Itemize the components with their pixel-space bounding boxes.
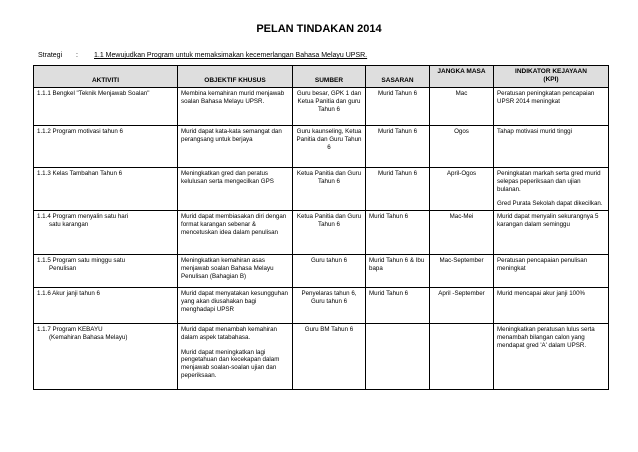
cell-jangka-masa: Ogos <box>430 126 494 168</box>
cell-aktiviti <box>34 324 178 390</box>
header-aktiviti: AKTIVITI <box>34 66 178 88</box>
aktiviti-text-cont: satu karangan <box>49 220 89 228</box>
aktiviti-text: 1.1.4 Program menyalin satu hari <box>37 213 129 220</box>
cell-aktiviti: 1.1.1 Bengkel "Teknik Menjawab Soalan" <box>34 88 178 126</box>
strategy-colon: : <box>76 52 78 59</box>
strategy-text: 1.1 Mewujudkan Program untuk memaksimakan kecemerlangan Bahasa Melayu UPSR. <box>94 52 368 59</box>
header-sumber: SUMBER <box>293 66 366 88</box>
table-row <box>34 168 609 211</box>
cell-sasaran: Murid Tahun 6 <box>366 88 430 126</box>
header-kpi-line2: (KPI) <box>543 76 559 84</box>
cell-aktiviti: 1.1.6 Akur janji tahun 6 <box>34 288 178 324</box>
cell-objektif: Murid dapat menyatakan kesungguhan yang akan diusahakan bagi menghadapi UPSR <box>178 288 293 324</box>
aktiviti-text: 1.1.7 Program KEBAYU <box>37 326 103 333</box>
cell-kpi: Tahap motivasi murid tinggi <box>494 126 609 168</box>
cell-jangka-masa: April-Ogos <box>430 168 494 211</box>
header-kpi-line1: INDIKATOR KEJAYAAN <box>515 68 587 75</box>
table-header-row <box>34 66 609 88</box>
cell-jangka-masa: Mac <box>430 88 494 126</box>
cell-sasaran: Murid Tahun 6 <box>366 288 430 324</box>
cell-jangka-masa <box>430 324 494 390</box>
cell-kpi: Murid mencapai akur janji 100% <box>494 288 609 324</box>
table-row <box>34 126 609 168</box>
cell-sasaran: Murid Tahun 6 <box>366 126 430 168</box>
aktiviti-text: 1.1.5 Program satu minggu satu <box>37 257 126 264</box>
header-jangka-masa: JANGKA MASA <box>430 66 494 88</box>
cell-sumber: Ketua Panitia dan Guru Tahun 6 <box>293 168 366 211</box>
cell-objektif <box>178 324 293 390</box>
aktiviti-text-cont: Penulisan <box>49 264 77 272</box>
cell-sumber: Guru BM Tahun 6 <box>293 324 366 390</box>
cell-kpi: Peratusan pencapaian penulisan meningkat <box>494 255 609 288</box>
cell-objektif: Meningkatkan gred dan peratus kelulusan serta mengecilkan GPS <box>178 168 293 211</box>
cell-aktiviti: 1.1.2 Program motivasi tahun 6 <box>34 126 178 168</box>
cell-jangka-masa: Mac-September <box>430 255 494 288</box>
cell-sumber: Guru besar, GPK 1 dan Ketua Panitia dan guru Tahun 6 <box>293 88 366 126</box>
cell-sasaran <box>366 324 430 390</box>
table-row <box>34 88 609 126</box>
table-row <box>34 288 609 324</box>
cell-aktiviti <box>34 255 178 288</box>
cell-kpi <box>494 168 609 211</box>
strategy-label: Strategi <box>38 52 63 59</box>
cell-sasaran: Murid Tahun 6 <box>366 211 430 255</box>
action-plan-table <box>33 65 609 390</box>
objektif-text-extra: Murid dapat meningkatkan lagi pengetahuan dan kecekapan dalam menjawab soalan-soalan ujian dan peperiksaan. <box>181 348 280 379</box>
objektif-text: Murid dapat menambah kemahiran dalam aspek tatabahasa. <box>181 326 277 341</box>
cell-jangka-masa: April -September <box>430 288 494 324</box>
kpi-text: Peningkatan markah serta gred murid selepas peperiksaan dan ujian bulanan. <box>497 170 601 193</box>
kpi-text-extra: Gred Purata Sekolah dapat dikecilkan. <box>497 200 603 208</box>
cell-jangka-masa: Mac-Mei <box>430 211 494 255</box>
cell-kpi: Murid dapat menyalin sekurangnya 5 karangan dalam seminggu <box>494 211 609 255</box>
header-objektif: OBJEKTIF KHUSUS <box>178 66 293 88</box>
cell-objektif: Murid dapat membiasakan diri dengan format karangan sebenar & mencetuskan idea dalam penulisan <box>178 211 293 255</box>
header-sasaran: SASARAN <box>366 66 430 88</box>
table-row <box>34 255 609 288</box>
cell-kpi: Peratusan peningkatan pencapaian UPSR 2014 meningkat <box>494 88 609 126</box>
cell-kpi: Meningkatkan peratusan lulus serta menambah bilangan calon yang mendapat gred 'A' dalam UPSR. <box>494 324 609 390</box>
cell-objektif: Membina kemahiran murid menjawab soalan Bahasa Melayu UPSR. <box>178 88 293 126</box>
table-row <box>34 324 609 390</box>
cell-sumber: Penyelaras tahun 6, Guru tahun 6 <box>293 288 366 324</box>
cell-sumber: Guru kaunseling, Ketua Panitia dan Guru Tahun 6 <box>293 126 366 168</box>
table-row <box>34 211 609 255</box>
aktiviti-text-cont: (Kemahiran Bahasa Melayu) <box>49 333 128 341</box>
cell-objektif: Meningkatkan kemahiran asas menjawab soalan Bahasa Melayu Penulisan (Bahagian B) <box>178 255 293 288</box>
header-kpi <box>494 66 609 88</box>
cell-sasaran: Murid Tahun 6 <box>366 168 430 211</box>
cell-sumber: Guru tahun 6 <box>293 255 366 288</box>
cell-objektif: Murid dapat kata-kata semangat dan perangsang untuk berjaya <box>178 126 293 168</box>
cell-sasaran: Murid Tahun 6 & Ibu bapa <box>366 255 430 288</box>
cell-aktiviti <box>34 211 178 255</box>
page-title: PELAN TINDAKAN 2014 <box>256 23 382 35</box>
cell-sumber: Ketua Panitia dan Guru Tahun 6 <box>293 211 366 255</box>
cell-aktiviti: 1.1.3 Kelas Tambahan Tahun 6 <box>34 168 178 211</box>
strategy-line <box>38 52 367 59</box>
